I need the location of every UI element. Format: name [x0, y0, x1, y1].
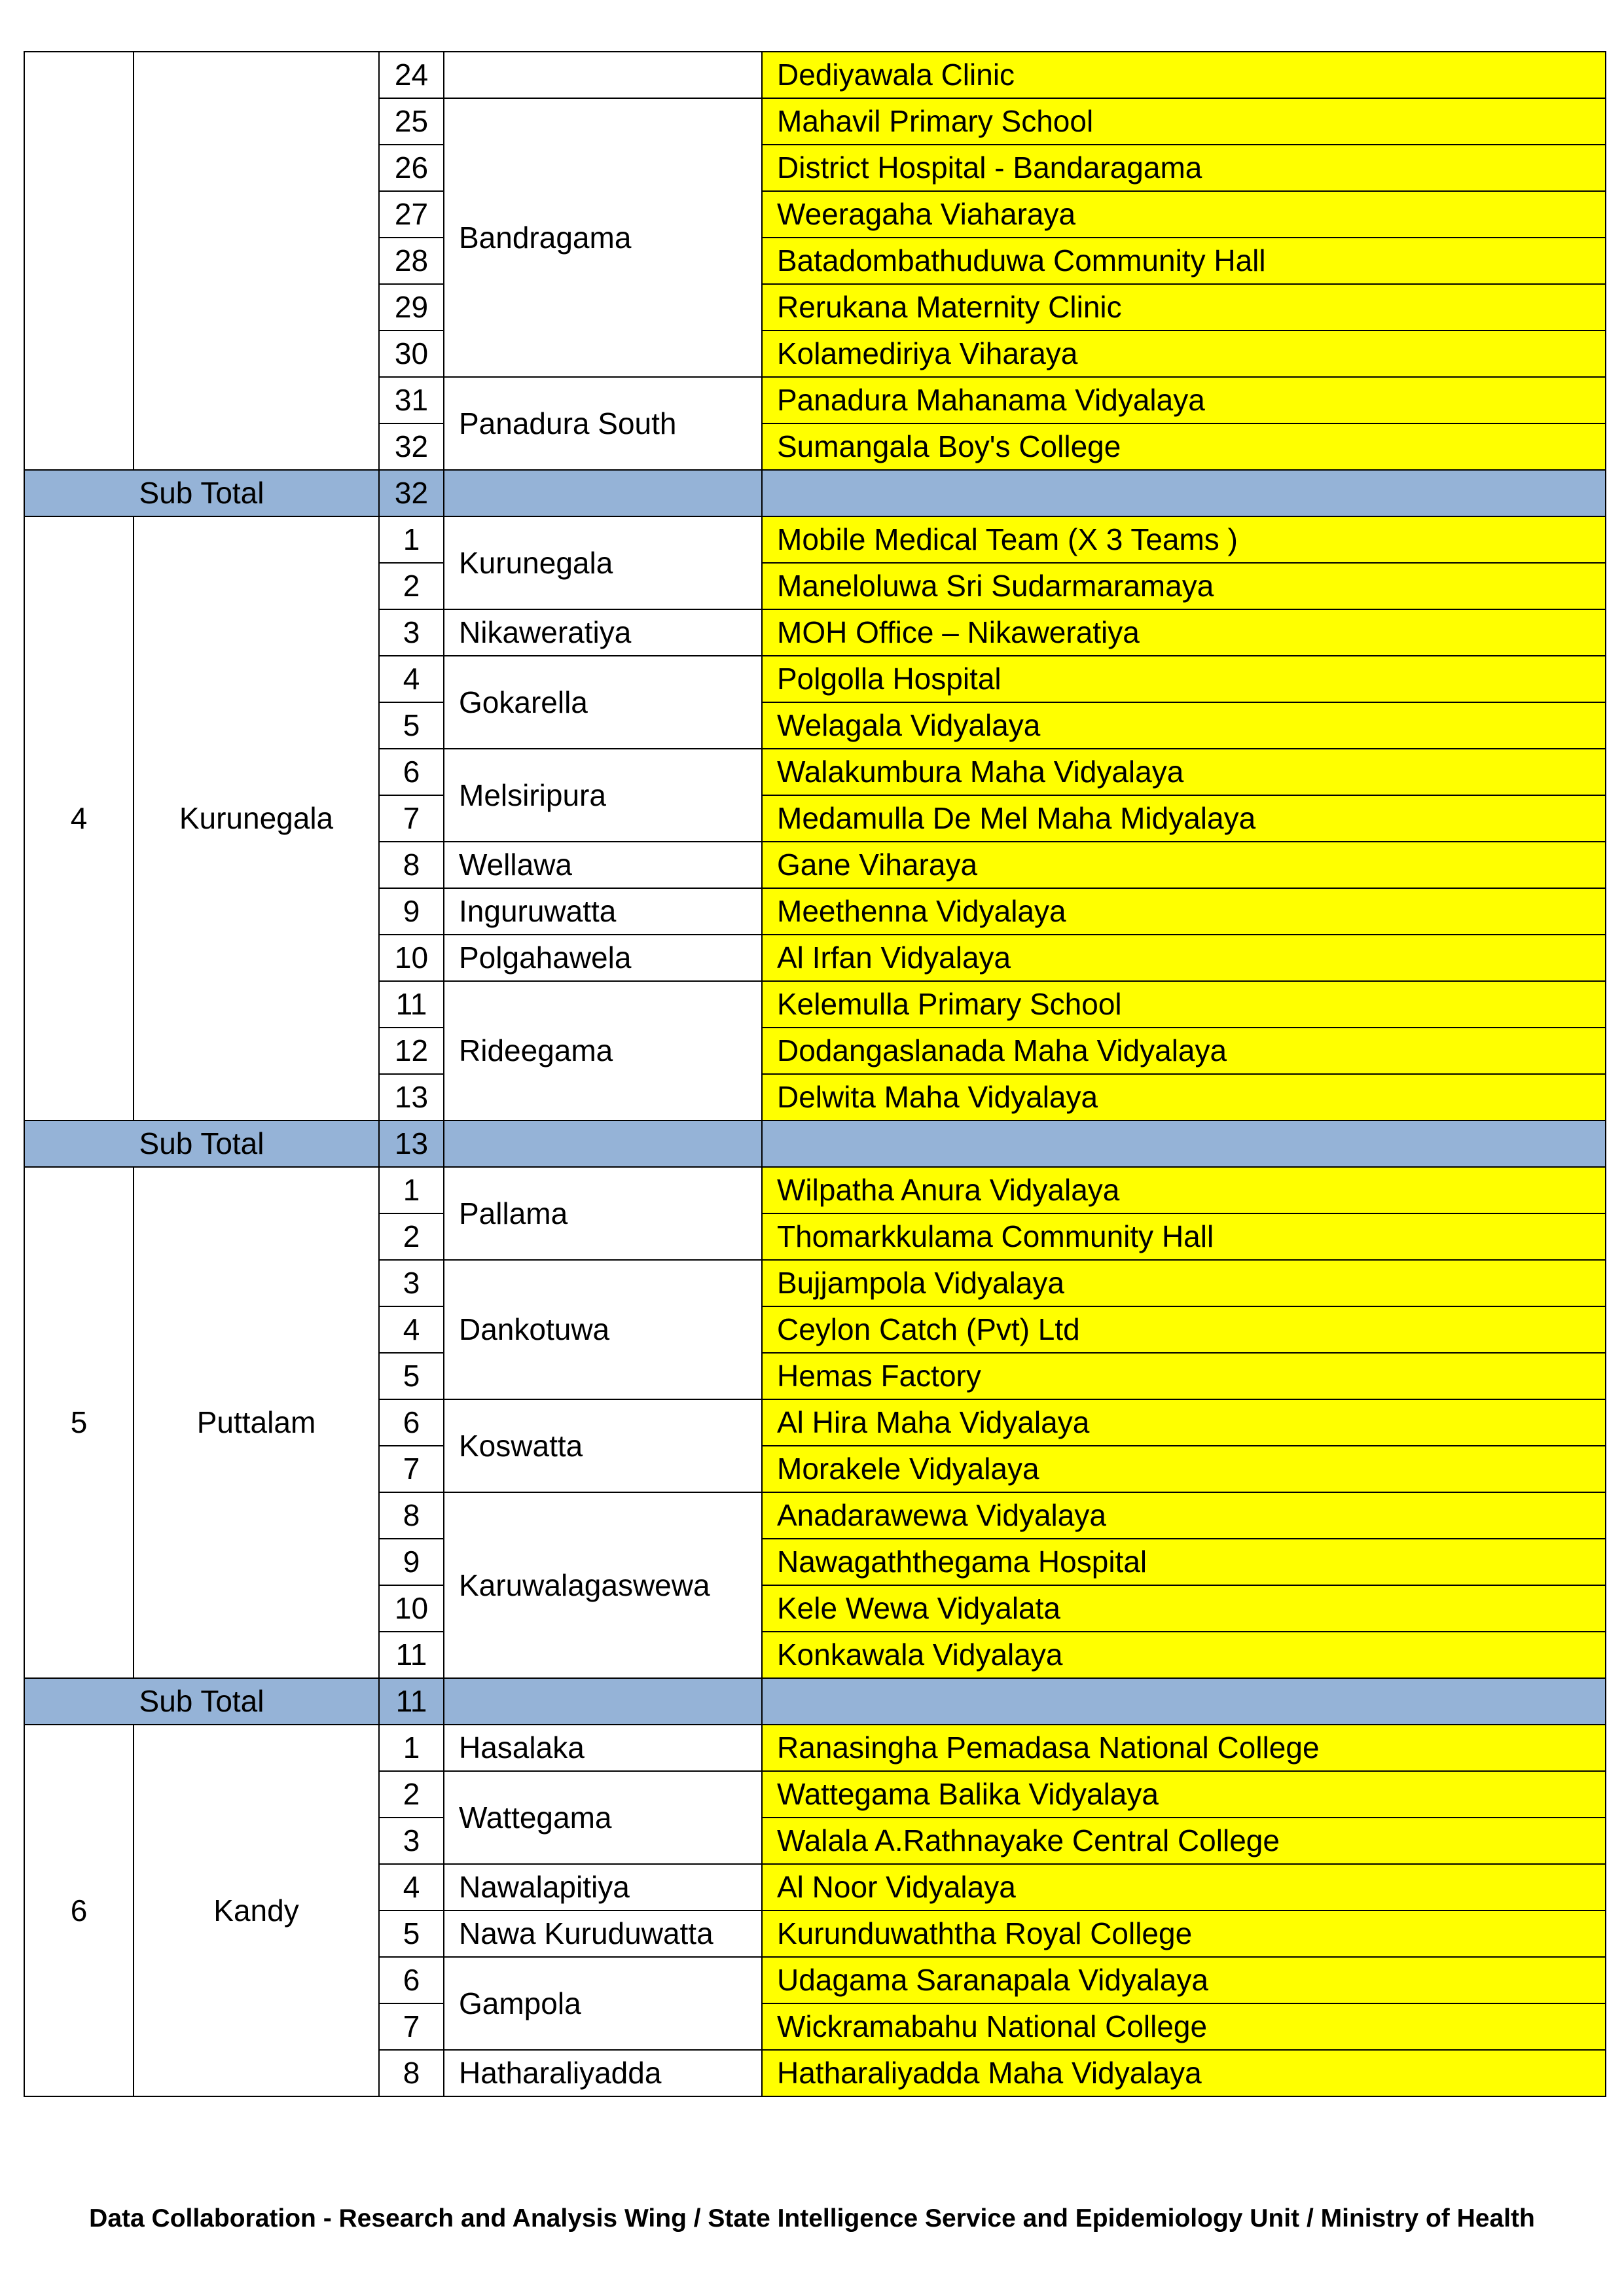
- district-name-cell: Puttalam: [134, 1167, 379, 1678]
- vaccination-center-cell: Kelemulla Primary School: [762, 981, 1606, 1028]
- center-number-cell: 10: [379, 1585, 444, 1632]
- vaccination-center-cell: Walakumbura Maha Vidyalaya: [762, 749, 1606, 795]
- center-number-cell: 32: [379, 423, 444, 470]
- vaccination-center-cell: Walala A.Rathnayake Central College: [762, 1818, 1606, 1864]
- vaccination-center-cell: Medamulla De Mel Maha Midyalaya: [762, 795, 1606, 842]
- center-number-cell: 2: [379, 1771, 444, 1818]
- moh-area-cell: Nikaweratiya: [444, 609, 762, 656]
- center-number-cell: 7: [379, 1446, 444, 1492]
- vaccination-center-cell: Mahavil Primary School: [762, 98, 1606, 145]
- district-number-cell: 5: [24, 1167, 134, 1678]
- center-number-cell: 29: [379, 284, 444, 331]
- vaccination-center-cell: Nawagaththegama Hospital: [762, 1539, 1606, 1585]
- subtotal-empty-cell: [762, 470, 1606, 516]
- subtotal-label: Sub Total: [24, 470, 379, 516]
- moh-area-cell: Koswatta: [444, 1399, 762, 1492]
- center-number-cell: 3: [379, 1260, 444, 1306]
- vaccination-center-cell: Welagala Vidyalaya: [762, 702, 1606, 749]
- moh-area-cell: Rideegama: [444, 981, 762, 1121]
- district-name-cell: Kandy: [134, 1725, 379, 2096]
- vaccination-center-cell: Kurunduwaththa Royal College: [762, 1910, 1606, 1957]
- vaccination-center-cell: Dodangaslanada Maha Vidyalaya: [762, 1028, 1606, 1074]
- district-name-cell: [134, 52, 379, 470]
- center-number-cell: 5: [379, 1910, 444, 1957]
- vaccination-center-cell: Weeragaha Viaharaya: [762, 191, 1606, 238]
- moh-area-cell: Hatharaliyadda: [444, 2050, 762, 2096]
- moh-area-cell: Hasalaka: [444, 1725, 762, 1771]
- center-number-cell: 12: [379, 1028, 444, 1074]
- center-number-cell: 10: [379, 935, 444, 981]
- vaccination-center-cell: Batadombathuduwa Community Hall: [762, 238, 1606, 284]
- subtotal-row: [24, 1678, 1606, 1725]
- subtotal-empty-cell: [444, 1678, 762, 1725]
- vaccination-center-cell: Rerukana Maternity Clinic: [762, 284, 1606, 331]
- center-number-cell: 5: [379, 702, 444, 749]
- vaccination-center-cell: Dediyawala Clinic: [762, 52, 1606, 98]
- moh-area-cell: Kurunegala: [444, 516, 762, 609]
- vaccination-center-cell: Delwita Maha Vidyalaya: [762, 1074, 1606, 1121]
- moh-area-cell: Polgahawela: [444, 935, 762, 981]
- moh-area-cell: Nawa Kuruduwatta: [444, 1910, 762, 1957]
- center-number-cell: 4: [379, 1864, 444, 1910]
- vaccination-center-cell: Ceylon Catch (Pvt) Ltd: [762, 1306, 1606, 1353]
- center-number-cell: 8: [379, 842, 444, 888]
- center-number-cell: 26: [379, 145, 444, 191]
- center-number-cell: 1: [379, 1167, 444, 1213]
- center-number-cell: 7: [379, 795, 444, 842]
- center-number-cell: 11: [379, 1632, 444, 1678]
- center-number-cell: 9: [379, 1539, 444, 1585]
- center-number-cell: 8: [379, 2050, 444, 2096]
- vaccination-center-cell: Sumangala Boy's College: [762, 423, 1606, 470]
- vaccination-center-cell: Hatharaliyadda Maha Vidyalaya: [762, 2050, 1606, 2096]
- center-number-cell: 4: [379, 1306, 444, 1353]
- district-number-cell: [24, 52, 134, 470]
- moh-area-cell: Melsiripura: [444, 749, 762, 842]
- center-number-cell: 3: [379, 609, 444, 656]
- table-row: [24, 1725, 1606, 1771]
- vaccination-center-cell: Al Noor Vidyalaya: [762, 1864, 1606, 1910]
- moh-area-cell: [444, 52, 762, 98]
- vaccination-center-cell: Kele Wewa Vidyalata: [762, 1585, 1606, 1632]
- moh-area-cell: Gokarella: [444, 656, 762, 749]
- vaccination-center-cell: Thomarkkulama Community Hall: [762, 1213, 1606, 1260]
- subtotal-row: [24, 1121, 1606, 1167]
- district-number-cell: 4: [24, 516, 134, 1121]
- district-number-cell: 6: [24, 1725, 134, 2096]
- center-number-cell: 2: [379, 563, 444, 609]
- center-number-cell: 6: [379, 1399, 444, 1446]
- center-number-cell: 28: [379, 238, 444, 284]
- moh-area-cell: Dankotuwa: [444, 1260, 762, 1399]
- table-row: [24, 52, 1606, 98]
- vaccination-center-cell: Al Hira Maha Vidyalaya: [762, 1399, 1606, 1446]
- table-body: [24, 52, 1606, 2096]
- subtotal-label: Sub Total: [24, 1121, 379, 1167]
- vaccination-center-cell: Ranasingha Pemadasa National College: [762, 1725, 1606, 1771]
- moh-area-cell: Nawalapitiya: [444, 1864, 762, 1910]
- vaccination-center-cell: Polgolla Hospital: [762, 656, 1606, 702]
- center-number-cell: 11: [379, 981, 444, 1028]
- vaccination-center-cell: Anadarawewa Vidyalaya: [762, 1492, 1606, 1539]
- subtotal-empty-cell: [444, 1121, 762, 1167]
- vaccination-center-cell: Udagama Saranapala Vidyalaya: [762, 1957, 1606, 2003]
- vaccination-center-cell: Wattegama Balika Vidyalaya: [762, 1771, 1606, 1818]
- moh-area-cell: Karuwalagaswewa: [444, 1492, 762, 1678]
- vaccination-center-cell: Kolamediriya Viharaya: [762, 331, 1606, 377]
- subtotal-row: [24, 470, 1606, 516]
- center-number-cell: 13: [379, 1074, 444, 1121]
- subtotal-value: 32: [379, 470, 444, 516]
- center-number-cell: 1: [379, 1725, 444, 1771]
- subtotal-value: 11: [379, 1678, 444, 1725]
- center-number-cell: 3: [379, 1818, 444, 1864]
- center-number-cell: 6: [379, 1957, 444, 2003]
- center-number-cell: 24: [379, 52, 444, 98]
- center-number-cell: 7: [379, 2003, 444, 2050]
- moh-area-cell: Gampola: [444, 1957, 762, 2050]
- vaccination-centers-table: [24, 51, 1606, 2097]
- center-number-cell: 5: [379, 1353, 444, 1399]
- table-row: [24, 1167, 1606, 1213]
- subtotal-empty-cell: [762, 1121, 1606, 1167]
- subtotal-empty-cell: [762, 1678, 1606, 1725]
- center-number-cell: 31: [379, 377, 444, 423]
- vaccination-center-cell: Konkawala Vidyalaya: [762, 1632, 1606, 1678]
- vaccination-center-cell: Mobile Medical Team (X 3 Teams ): [762, 516, 1606, 563]
- moh-area-cell: Wellawa: [444, 842, 762, 888]
- center-number-cell: 4: [379, 656, 444, 702]
- subtotal-value: 13: [379, 1121, 444, 1167]
- moh-area-cell: Bandragama: [444, 98, 762, 377]
- vaccination-center-cell: District Hospital - Bandaragama: [762, 145, 1606, 191]
- district-name-cell: Kurunegala: [134, 516, 379, 1121]
- center-number-cell: 8: [379, 1492, 444, 1539]
- moh-area-cell: Wattegama: [444, 1771, 762, 1864]
- vaccination-center-cell: Morakele Vidyalaya: [762, 1446, 1606, 1492]
- moh-area-cell: Pallama: [444, 1167, 762, 1260]
- subtotal-empty-cell: [444, 470, 762, 516]
- vaccination-center-cell: Panadura Mahanama Vidyalaya: [762, 377, 1606, 423]
- vaccination-center-cell: Wilpatha Anura Vidyalaya: [762, 1167, 1606, 1213]
- center-number-cell: 9: [379, 888, 444, 935]
- subtotal-label: Sub Total: [24, 1678, 379, 1725]
- table-row: [24, 516, 1606, 563]
- page-footer: Data Collaboration - Research and Analysis Wing / State Intelligence Service and Epidemiology Unit / Ministry of Health: [89, 2204, 1535, 2233]
- center-number-cell: 6: [379, 749, 444, 795]
- moh-area-cell: Panadura South: [444, 377, 762, 470]
- vaccination-center-cell: Al Irfan Vidyalaya: [762, 935, 1606, 981]
- center-number-cell: 2: [379, 1213, 444, 1260]
- vaccination-center-cell: MOH Office – Nikaweratiya: [762, 609, 1606, 656]
- center-number-cell: 1: [379, 516, 444, 563]
- center-number-cell: 30: [379, 331, 444, 377]
- vaccination-center-cell: Maneloluwa Sri Sudarmaramaya: [762, 563, 1606, 609]
- moh-area-cell: Inguruwatta: [444, 888, 762, 935]
- vaccination-center-cell: Wickramabahu National College: [762, 2003, 1606, 2050]
- vaccination-center-cell: Gane Viharaya: [762, 842, 1606, 888]
- vaccination-center-cell: Meethenna Vidyalaya: [762, 888, 1606, 935]
- center-number-cell: 27: [379, 191, 444, 238]
- center-number-cell: 25: [379, 98, 444, 145]
- vaccination-center-cell: Hemas Factory: [762, 1353, 1606, 1399]
- vaccination-center-cell: Bujjampola Vidyalaya: [762, 1260, 1606, 1306]
